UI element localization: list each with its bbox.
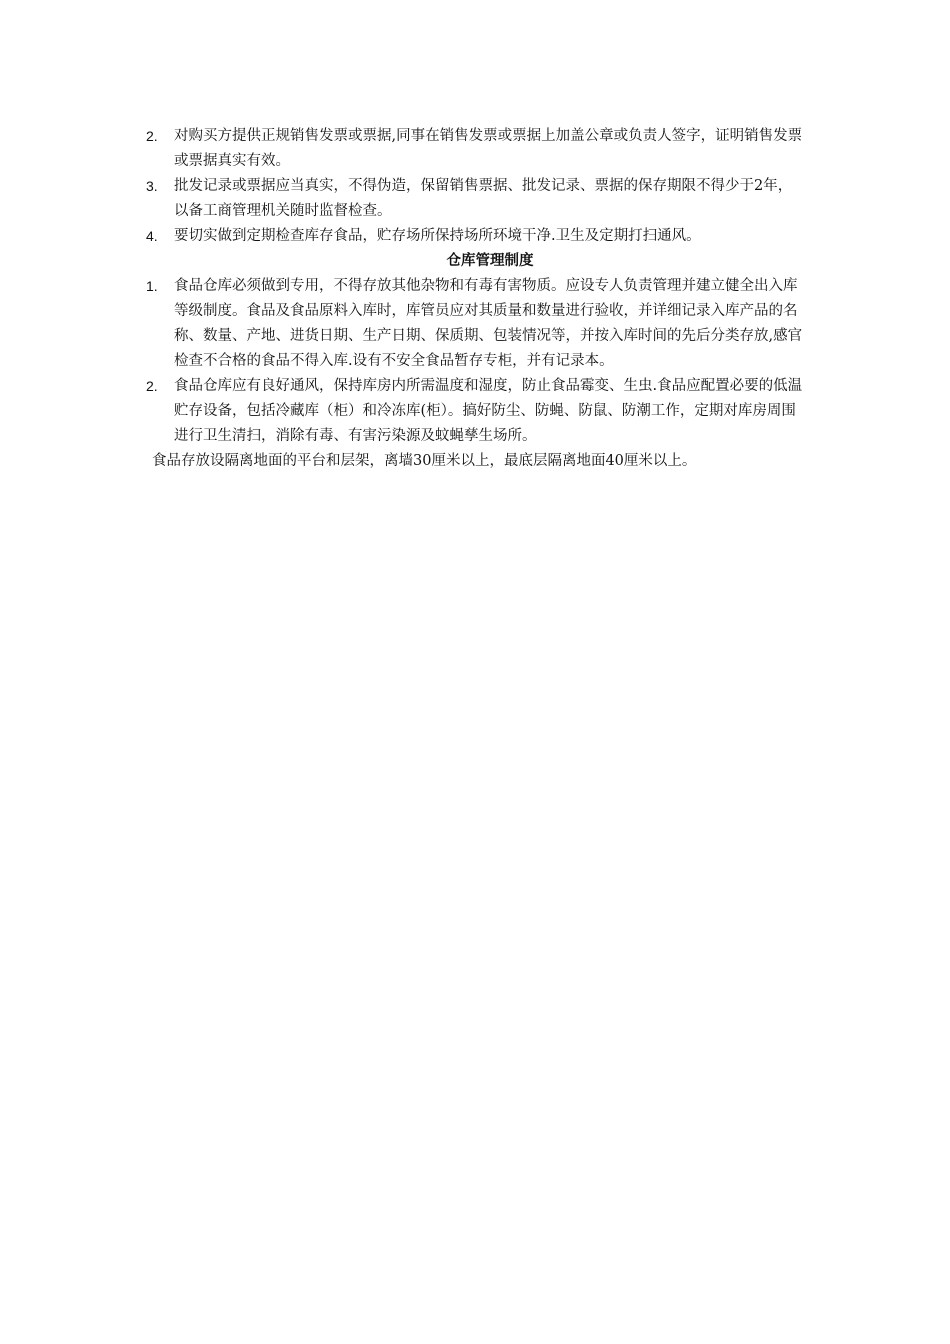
sales-rules-list (146, 124, 806, 249)
list-item-number: 2. (146, 378, 158, 394)
section-heading: 仓库管理制度 (446, 253, 534, 269)
list-item (146, 174, 806, 224)
list-item-text: 批发记录或票据应当真实，不得伪造，保留销售票据、批发记录、票据的保存期限不得少于2年，以备工商管理机关随时监督检查。 (174, 178, 793, 219)
list-item-text: 食品仓库必须做到专用，不得存放其他杂物和有毒有害物质。应设专人负责管理并建立健全出入库等级制度。食品及食品原料入库时，库管员应对其质量和数量进行验收，并详细记录入库产品的名称、数量、产地、进货日期、生产日期、保质期、包装情况等，并按入库时间的先后分类存放,感官检查不合格的食品不得入库.设有不安全食品暂存专柜，并有记录本。 (174, 278, 803, 369)
list-item (146, 274, 806, 374)
document-body (146, 124, 806, 474)
list-item-number: 3. (146, 178, 158, 194)
list-item-text: 食品仓库应有良好通风，保持库房内所需温度和湿度，防止食品霉变、生虫.食品应配置必要的低温贮存设备，包括冷藏库（柜）和冷冻库(柜）。搞好防尘、防蝇、防鼠、防潮工作，定期对库房周围进行卫生清扫，消除有毒、有害污染源及蚊蝇孳生场所。 (174, 378, 803, 444)
list-item-number: 1. (146, 278, 158, 294)
list-item-text: 对购买方提供正规销售发票或票据,同事在销售发票或票据上加盖公章或负责人签字，证明销售发票或票据真实有效。 (174, 128, 803, 169)
list-item-text: 要切实做到定期检查库存食品，贮存场所保持场所环境干净.卫生及定期打扫通风。 (174, 228, 701, 244)
list-item (146, 374, 806, 449)
list-item (146, 124, 806, 174)
warehouse-rules-list (146, 274, 806, 449)
list-item-number: 4. (146, 228, 158, 244)
list-item-number: 2. (146, 128, 158, 144)
list-item (146, 224, 806, 249)
tail-paragraph: 食品存放设隔离地面的平台和层架，离墙30厘米以上，最底层隔离地面40厘米以上。 (152, 453, 697, 469)
